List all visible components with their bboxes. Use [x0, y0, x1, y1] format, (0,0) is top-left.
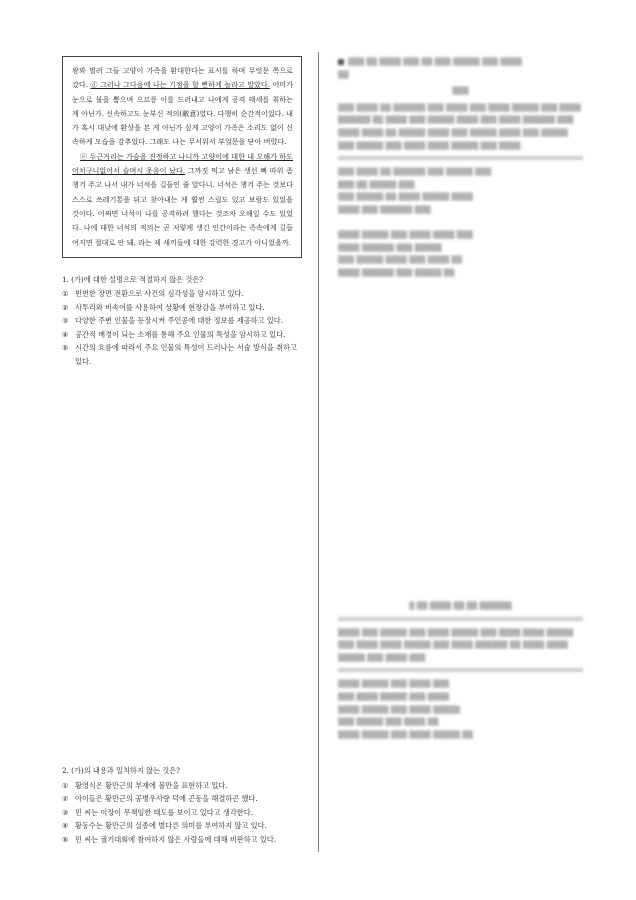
q2-option-2[interactable] — [62, 792, 302, 806]
q2-option-4[interactable] — [62, 819, 302, 833]
q1-option-4[interactable] — [62, 328, 302, 342]
right-column-blurred — [338, 56, 583, 284]
option-text: 다양한 주변 인물을 등장시켜 주인공에 대한 정보를 제공하고 있다. — [75, 316, 284, 326]
column-divider — [318, 52, 319, 852]
underlined-e: ⓔ 두근거리는 가슴을 진정하고 나니까 고양이에 대한 내 오해가 하도 어처구니없어서 슬며시 웃음이 났다. — [72, 151, 293, 176]
passage-paragraph-1 — [72, 64, 293, 150]
option-number: ⑤ — [62, 834, 69, 844]
blurred-paragraph: ▒▒▒ ▒▒▒▒ ▒▒ ▒▒▒▒▒▒ ▒▒▒ ▒▒▒▒ ▒▒▒ ▒▒▒▒ ▒▒▒▒▒ ▒▒▒ ▒▒▒▒ ▒▒▒▒▒▒ ▒▒ ▒▒▒▒ ▒▒▒ ▒▒▒▒▒ ▒▒▒▒ ▒▒▒ ▒▒▒▒ ▒▒▒▒▒▒ ▒▒▒ ▒▒▒▒ ▒▒▒▒ ▒▒ ▒▒▒▒▒ ▒▒▒▒ ▒▒▒ ▒▒▒▒▒ ▒▒▒▒ ▒▒▒ ▒▒▒▒▒ ▒▒▒ ▒▒▒▒▒ ▒▒▒ ▒▒▒▒ ▒▒▒▒ ▒▒▒▒▒ ▒▒▒ ▒▒▒▒ — [338, 103, 581, 150]
option-text: 황동수는 황만근의 실종에 별다른 의미를 부여하지 않고 있다. — [75, 821, 267, 830]
option-text: 민 씨는 궐기대회에 참여하지 않은 사람들에 대해 비판하고 있다. — [75, 834, 277, 844]
passage-paragraph-2 — [72, 150, 293, 250]
option-number: ④ — [62, 821, 69, 830]
passage-text-3: 그까짓 먹고 남은 생선 뼈 따위 좀 챙겨 주고 나서 내가 너석을 길들인 줄 알다니. 너석은 챙겨 주는 것보다 스스로 쓰레기통을 뒤고 찾아내는 게 훨씬 스릴도 있고 보람도 있었을 것이다. 어쩌면 너석이 나를 공격하려 했다는 것조차 오해일 수도 있었다. 나에 대한 너석의 적의는 곧 저렇게 생긴 인간이라는 족속에게 길들여지면 절대로 안 돼, 라는 제 새끼들에 대한 강력한 경고가 아니었을까. — [72, 166, 293, 247]
section-rule-2 — [338, 617, 583, 621]
option-number: ④ — [62, 329, 69, 339]
option-number: ⑤ — [62, 343, 69, 353]
blurred-paragraph-2: ▒▒▒▒ ▒▒▒ ▒▒▒▒▒ ▒▒▒ ▒▒▒▒ ▒▒▒▒▒ ▒▒▒ ▒▒▒▒ ▒▒▒▒ ▒▒▒▒▒ ▒▒▒ ▒▒▒▒ ▒▒▒▒ ▒▒▒▒▒ ▒▒▒ ▒▒▒▒ ▒▒▒▒▒▒ ▒▒ ▒▒▒▒ ▒▒▒▒ ▒▒▒▒▒ ▒▒▒ ▒▒▒▒ ▒▒▒ — [338, 628, 574, 662]
option-text: 황영식은 황만근의 부재에 불만을 표현하고 있다. — [75, 780, 228, 790]
q1-option-3[interactable] — [62, 314, 302, 328]
right-lower-blurred — [338, 600, 583, 745]
option-number: ② — [62, 794, 69, 803]
option-number: ① — [62, 780, 69, 790]
option-number: ① — [62, 289, 69, 299]
option-number: ③ — [62, 316, 69, 326]
question-1-stem: 1. (가)에 대한 설명으로 적절하지 않은 것은? — [62, 274, 204, 284]
left-column — [62, 56, 302, 368]
blurred-subheading: ▒▒▒ — [452, 87, 469, 96]
bullet-icon — [338, 59, 344, 65]
option-text: 공간적 배경이 되는 소재를 통해 주요 인물의 특성을 암시하고 있다. — [75, 329, 286, 339]
option-number: ③ — [62, 807, 69, 817]
q1-option-5[interactable] — [62, 341, 302, 368]
passage-text-2: 어미가 눈으로 불을 뿜으며 으르릉 이를 드러내고 나에게 공격 태세를 취하는 게 아닌가. 신속하고도 눈부신 적의(敵意)였다. 다행히 순간적이었다. 내가 혹시 대낮에 환상을 본 게 아닌가 싶게 고양이 가족은 소리도 없이 신속하게 모습을 감추었다. 그래도 나는 무서워서 부엌문을 닫아 버렸다. — [72, 80, 294, 147]
option-text: 사투리와 비속어를 사용하여 상황에 현장감을 부여하고 있다. — [75, 302, 265, 312]
blurred-option-lines: ▒▒▒ ▒▒▒▒ ▒▒ ▒▒▒▒▒▒ ▒▒▒ ▒▒▒▒▒ ▒▒▒ ▒▒▒ ▒▒ ▒▒▒▒▒ ▒▒▒ ▒▒▒ ▒▒▒▒▒ ▒▒ ▒▒▒▒ ▒▒▒▒▒ ▒▒▒▒ ▒▒▒▒ ▒▒▒ ▒▒▒▒▒▒ ▒▒▒ ▒▒▒▒ ▒▒▒▒▒ ▒▒▒ ▒▒▒▒ ▒▒▒▒ ▒▒▒ ▒▒▒▒ ▒▒▒▒▒▒ ▒▒▒ ▒▒▒▒▒ ▒▒▒ ▒▒▒▒▒ ▒▒▒▒ ▒▒▒ ▒▒▒▒ ▒▒ ▒▒▒▒ ▒▒▒▒▒▒ ▒▒▒ ▒▒▒▒▒ ▒▒ — [338, 168, 492, 277]
blurred-heading: ▒▒▒ ▒▒ ▒▒▒▒ ▒▒▒ ▒▒ ▒▒▒ ▒▒▒▒▒ ▒▒▒ ▒▒▒▒ ▒▒ — [338, 58, 522, 79]
q1-option-2[interactable] — [62, 301, 302, 315]
section-rule-3 — [338, 668, 583, 672]
blurred-option-lines-2: ▒▒▒▒ ▒▒▒▒▒ ▒▒▒ ▒▒▒▒ ▒▒▒ ▒▒▒ ▒▒▒▒ ▒▒▒▒▒ ▒▒▒ ▒▒▒▒ ▒▒▒▒ ▒▒▒▒▒ ▒▒▒ ▒▒▒▒ ▒▒▒▒▒ ▒▒▒ ▒▒▒▒▒ ▒▒▒ ▒▒▒▒ ▒▒ ▒▒▒▒ ▒▒▒▒▒ ▒▒▒ ▒▒▒▒ ▒▒▒▒▒ ▒▒ — [338, 680, 473, 739]
question-2 — [62, 764, 302, 846]
section-rule — [338, 156, 583, 160]
option-text: 빈번한 장면 전환으로 사건의 심각성을 암시하고 있다. — [75, 289, 244, 299]
blurred-caption: ▒ ▒▒ ▒▒▒▒ ▒▒ ▒▒ ▒▒▒▒▒▒ — [409, 602, 512, 610]
option-text: 시간의 흐름에 따라서 주요 인물의 특성이 드러나는 서술 방식을 취하고 있다. — [75, 343, 297, 366]
option-text: 민 씨는 이장이 무책임한 태도를 보이고 있다고 생각한다. — [75, 807, 253, 817]
q2-option-5[interactable] — [62, 833, 302, 847]
passage-box — [62, 56, 302, 258]
underlined-d: ⓓ 그러나 그다음에 나는 기점을 할 뻔하게 놀라고 말았다. — [90, 80, 271, 90]
q1-option-1[interactable] — [62, 287, 302, 301]
q2-option-1[interactable] — [62, 779, 302, 793]
q2-option-3[interactable] — [62, 806, 302, 820]
option-number: ② — [62, 302, 69, 312]
passage-text-1: 왕꽈 벌려 그들 고양이 가족을 환대한다는 표시를 하며 무엇문 쪽으로 갔다. — [72, 66, 293, 90]
question-1 — [62, 273, 302, 369]
question-2-stem: 2. (가)의 내용과 일치하지 않는 것은? — [62, 766, 181, 775]
option-text: 아이들은 황만근의 공병우사랑 덕에 곤동을 해결하곤 했다. — [75, 794, 258, 803]
